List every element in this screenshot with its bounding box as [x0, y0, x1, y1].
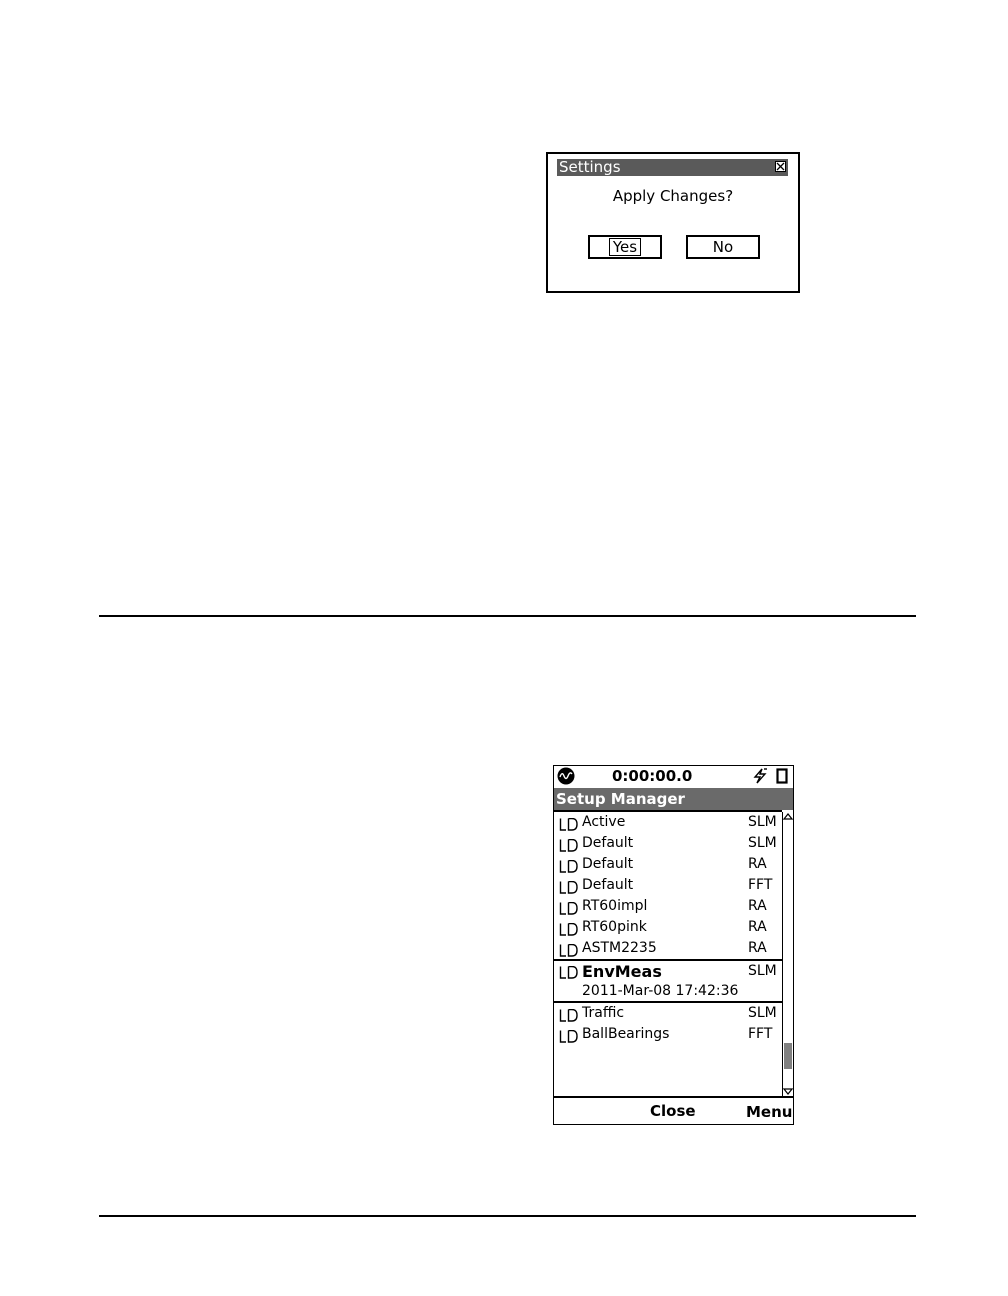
setup-type: FFT: [748, 877, 773, 893]
setup-name: Default: [582, 856, 634, 872]
setup-name: RT60impl: [582, 898, 648, 914]
setup-row[interactable]: [554, 833, 782, 854]
setup-name: Traffic: [582, 1005, 625, 1021]
setup-type: RA: [748, 919, 767, 935]
setup-row[interactable]: [554, 1003, 782, 1024]
yes-button[interactable]: [588, 235, 662, 259]
scroll-thumb[interactable]: [784, 1043, 792, 1069]
logo-icon: [556, 767, 576, 785]
ld-icon: [559, 1029, 579, 1050]
screen-title: Setup Manager: [554, 788, 793, 810]
no-button[interactable]: No: [686, 235, 760, 259]
battery-icon: [776, 768, 788, 784]
setup-name: ASTM2235: [582, 940, 657, 956]
setup-row[interactable]: [554, 854, 782, 875]
setup-name: BallBearings: [582, 1026, 670, 1042]
setup-name: EnvMeas: [582, 962, 662, 981]
setup-type: FFT: [748, 1026, 773, 1042]
device-screen: [553, 765, 794, 1125]
setup-name: RT60pink: [582, 919, 647, 935]
setup-name: Active: [582, 814, 626, 830]
setup-type: RA: [748, 940, 767, 956]
dialog-title-bar: [557, 159, 788, 176]
setup-row[interactable]: [554, 959, 782, 1003]
close-icon[interactable]: [775, 161, 786, 172]
menu-softkey[interactable]: Menu: [746, 1103, 793, 1121]
close-softkey[interactable]: Close: [650, 1102, 696, 1120]
setup-row[interactable]: [554, 1024, 782, 1045]
horizontal-divider: [99, 615, 916, 617]
setup-row[interactable]: [554, 917, 782, 938]
softkey-bar: [554, 1096, 793, 1124]
setup-type: SLM: [748, 835, 777, 851]
setup-type: SLM: [748, 1005, 777, 1021]
setup-name: Default: [582, 877, 634, 893]
ld-icon: [559, 965, 579, 986]
horizontal-divider: [99, 1215, 916, 1217]
external-power-icon: [751, 768, 769, 784]
scroll-down-arrow-icon[interactable]: [783, 1088, 793, 1096]
setup-list: [554, 810, 782, 1096]
scroll-up-arrow-icon[interactable]: [783, 812, 793, 820]
setup-row[interactable]: [554, 875, 782, 896]
setup-type: SLM: [748, 963, 777, 979]
setup-type: RA: [748, 898, 767, 914]
scrollbar[interactable]: [782, 812, 793, 1096]
setup-type: SLM: [748, 814, 777, 830]
setup-type: RA: [748, 856, 767, 872]
setup-date: 2011-Mar-08 17:42:36: [582, 983, 739, 999]
status-bar: [554, 766, 793, 786]
elapsed-timer: 0:00:00.0: [612, 767, 693, 785]
dialog-title: Settings: [559, 158, 621, 176]
setup-row[interactable]: [554, 896, 782, 917]
setup-row[interactable]: [554, 812, 782, 833]
settings-dialog: [546, 152, 800, 293]
setup-name: Default: [582, 835, 634, 851]
dialog-message: Apply Changes?: [612, 187, 734, 205]
setup-row[interactable]: [554, 938, 782, 959]
yes-button-label: Yes: [609, 238, 641, 256]
